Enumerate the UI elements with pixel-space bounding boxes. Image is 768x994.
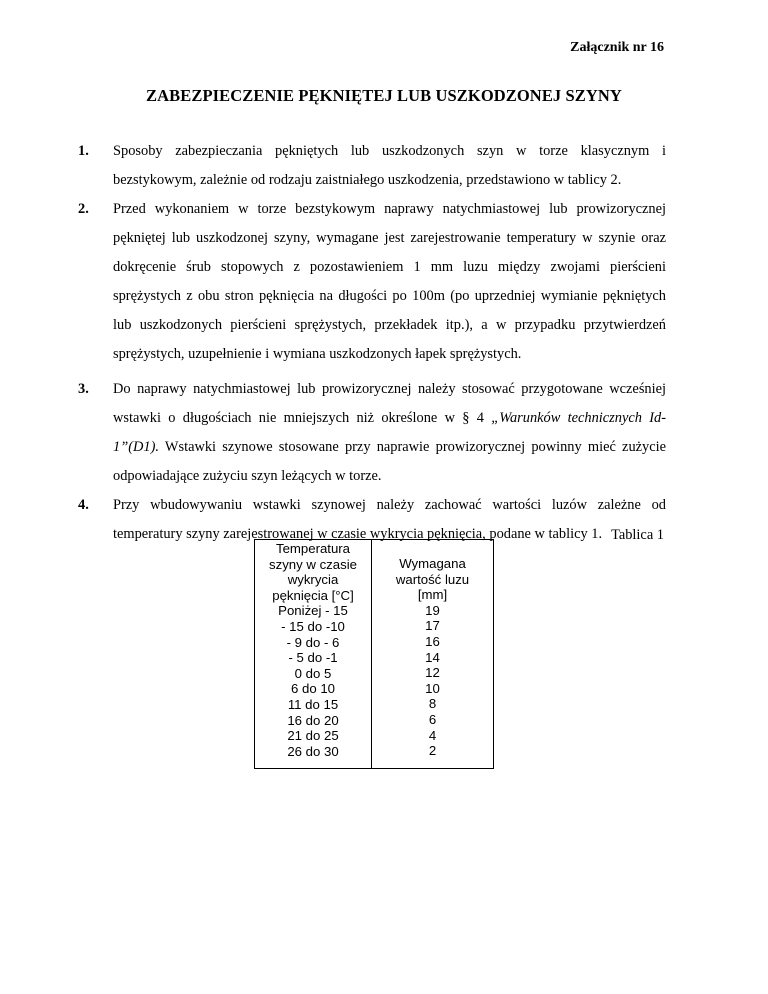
temp-cell: Poniżej - 15 [278,603,348,619]
temp-cell: - 9 do - 6 [286,634,340,650]
gap-cell: 6 [428,711,437,727]
temp-cell: 6 do 10 [291,681,335,697]
list-item-3 [78,375,666,491]
temp-cell: 26 do 30 [287,743,339,759]
item-number: 1. [78,143,89,159]
gap-cell: 10 [425,680,440,696]
item-text: Sposoby zabezpieczania pękniętych lub uszkodzonych szyn w torze klasycznym i bezstykowym, zależnie od rodzaju zaistniałego uszkodzenia, przedstawiono w tablicy 2. [113,143,666,188]
item-number: 3. [78,381,89,397]
temp-cell: 11 do 15 [287,696,339,712]
temp-cell: 0 do 5 [294,665,332,681]
numbered-list [78,137,666,549]
item-text-start: Do naprawy natychmiastowej lub prowizorycznej należy stosować przygotowane wcześniej wstawki o długościach nie mniejszych niż określone w § 4 [113,381,666,426]
gap-cell: 12 [425,665,440,681]
gap-header-line: [mm] [417,587,448,603]
item-number: 2. [78,201,89,217]
temp-header-line: Temperatura [275,541,351,556]
temp-cell: 16 do 20 [287,712,339,728]
table-caption: Tablica 1 [611,527,664,543]
gap-cell: 16 [425,633,440,649]
temp-cell: - 15 do -10 [281,618,345,634]
gap-header [372,541,493,603]
item-text-reference: „Warunków technicznych Id-1”(D1). [113,410,666,455]
gap-table [254,539,494,769]
item-text [113,381,666,484]
gap-cell: 19 [425,602,440,618]
document-title: ZABEZPIECZENIE PĘKNIĘTEJ LUB USZKODZONEJ SZYNY [146,86,622,105]
item-number: 4. [78,497,89,513]
gap-cell: 14 [425,649,440,665]
gap-cell: 8 [428,696,437,712]
gap-cell: 2 [428,743,437,759]
temp-cell: 21 do 25 [287,728,339,744]
gap-header-line: wartość luzu [395,571,470,587]
temperature-column [255,540,372,768]
list-item-2 [78,195,666,369]
item-text: Przy wbudowywaniu wstawki szynowej należy zachować wartości luzów zależne od temperatury szyny zarejestrowanej w czasie wykrycia pęknięcia, podane w tablicy 1. [113,497,666,542]
gap-header-line: Wymagana [399,556,466,571]
temp-header-line: pęknięcia [°C] [272,587,354,603]
list-item-1 [78,137,666,195]
annex-label: Załącznik nr 16 [570,40,664,55]
item-text-end: Wstawki szynowe stosowane przy naprawie prowizorycznej powinny mieć zużycie odpowiadające zużyciu szyn leżących w torze. [113,439,666,484]
gap-cell: 17 [425,618,440,634]
item-text: Przed wykonaniem w torze bezstykowym naprawy natychmiastowej lub prowizorycznej pękniętej lub uszkodzonej szyny, wymagane jest zarejestrowanie temperatury w szynie oraz dokręcenie śrub stopowych z pozostawieniem 1 mm luzu między zwojami pierścieni sprężystych z obu stron pęknięcia na długości po 100m (po uprzedniej wymianie pękniętych lub uszkodzonych pierścieni sprężystych, przekładek itp.), a w przypadku przytwierdzeń sprężystych, uzupełnienie i wymiana uszkodzonych łapek sprężystych. [113,201,666,362]
temp-header-line: szyny w czasie [269,556,357,572]
temp-header-line: wykrycia [287,572,339,588]
temp-cell: - 5 do -1 [288,650,338,666]
gap-column [372,540,493,768]
gap-cell: 4 [428,727,437,743]
